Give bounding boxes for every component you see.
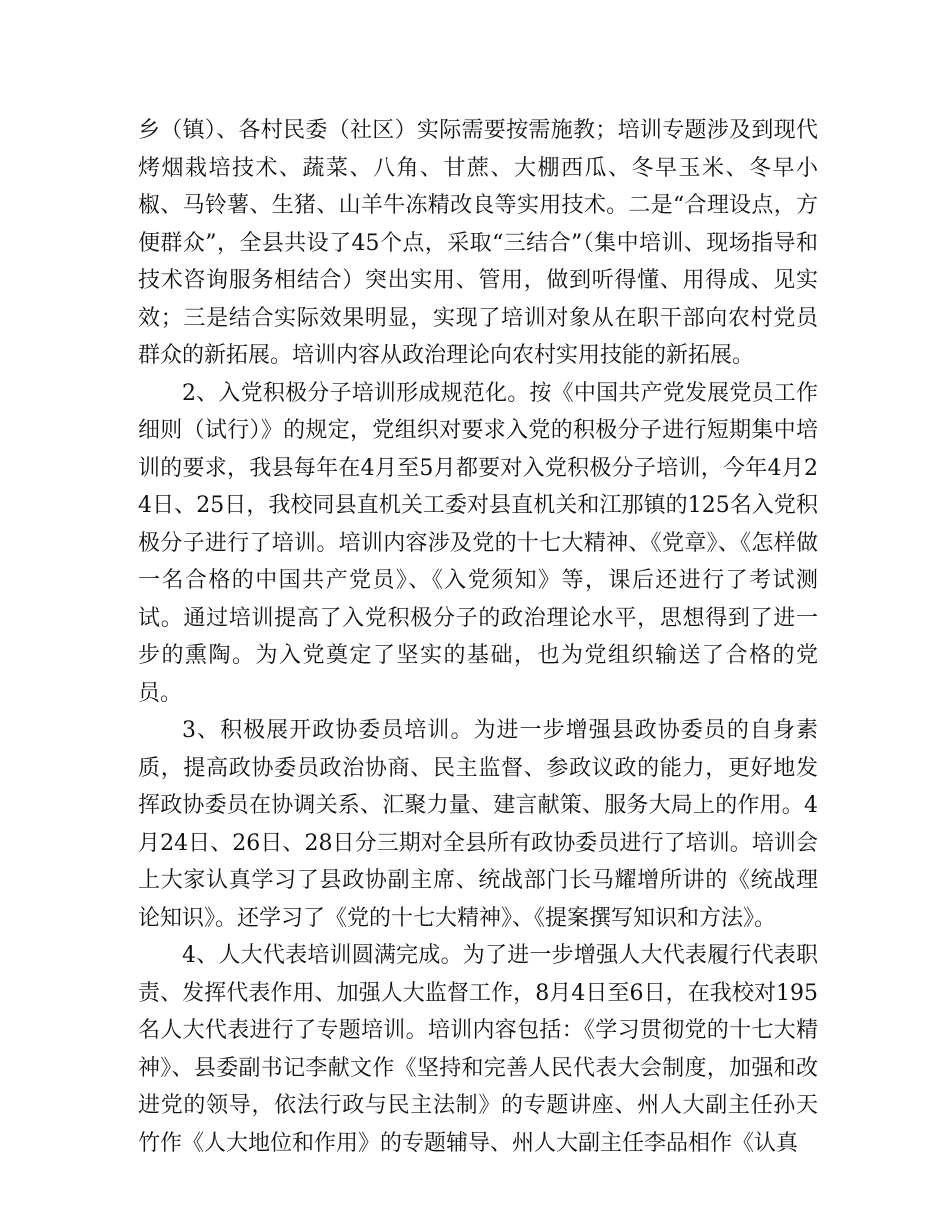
paragraph-npc-deputy-training: 4、人大代表培训圆满完成。为了进一步增强人大代表履行代表职责、发挥代表作用、加强人大监督工作，8月4日至6日，在我校对195名人大代表进行了专题培训。培训内容包括：《学习贯彻党的十七大精神》、县委副书记李献文作《坚持和完善人民代表大会制度，加强和改进党的领导，依法行政与民主法制》的专题讲座、州人大副主任孙天竹作《人大地位和作用》的专题辅导、州人大副主任李品相作《认真 xyxy=(138,943,818,1156)
paragraph-party-activist-training: 2、入党积极分子培训形成规范化。按《中国共产党发展党员工作细则（试行）》的规定，党组织对要求入党的积极分子进行短期集中培训的要求，我县每年在4月至5月都要对入党积极分子培训，今年4月24日、25日，我校同县直机关工委对县直机关和江那镇的125名入党积极分子进行了培训。培训内容涉及党的十七大精神、《党章》、《怎样做一名合格的中国共产党员》、《入党须知》等，课后还进行了考试测试。通过培训提高了入党积极分子的政治理论水平，思想得到了进一步的熏陶。为入党奠定了坚实的基础，也为党组织输送了合格的党员。 xyxy=(138,380,818,706)
paragraph-continuation: 乡（镇）、各村民委（社区）实际需要按需施教；培训专题涉及到现代烤烟栽培技术、蔬菜、八角、甘蔗、大棚西瓜、冬早玉米、冬早小椒、马铃薯、生猪、山羊牛冻精改良等实用技术。二是“合理设点，方便群众”，全县共设了45个点，采取“三结合”（集中培训、现场指导和技术咨询服务相结合）突出实用、管用，做到听得懂、用得成、见实效；三是结合实际效果明显，实现了培训对象从在职干部向农村党员群众的新拓展。培训内容从政治理论向农村实用技能的新拓展。 xyxy=(138,118,818,368)
document-page xyxy=(138,112,818,1162)
paragraph-cppcc-member-training: 3、积极展开政协委员培训。为进一步增强县政协委员的自身素质，提高政协委员政治协商、民主监督、参政议政的能力，更好地发挥政协委员在协调关系、汇聚力量、建言献策、服务大局上的作用。4月24日、26日、28日分三期对全县所有政协委员进行了培训。培训会上大家认真学习了县政协副主席、统战部门长马耀增所讲的《统战理论知识》。还学习了《党的十七大精神》、《提案撰写知识和方法》。 xyxy=(138,718,818,931)
